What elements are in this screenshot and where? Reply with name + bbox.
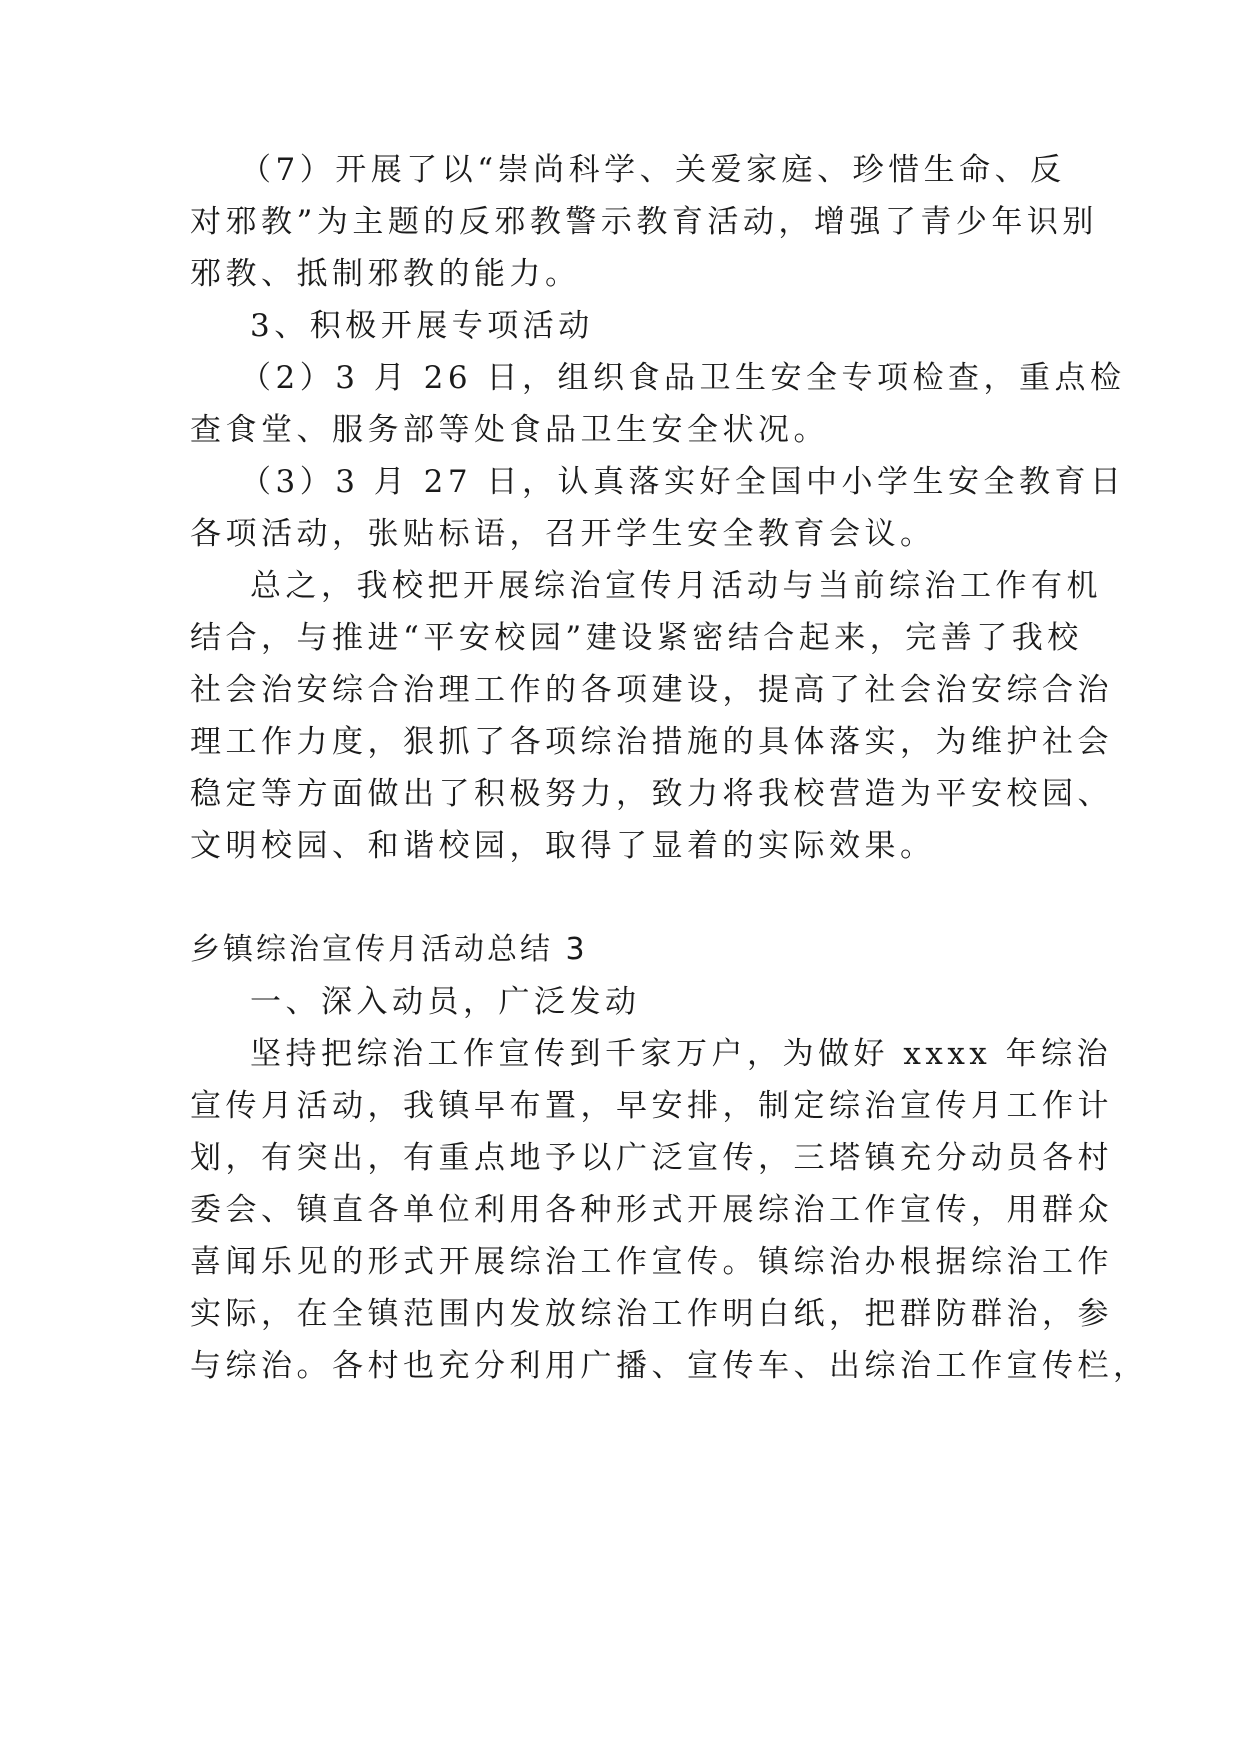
paragraph-line: 文明校园、和谐校园，取得了显着的实际效果。 <box>190 828 936 864</box>
paragraph-line: 与综治。各村也充分利用广播、宣传车、出综治工作宣传栏， <box>190 1348 1149 1384</box>
subheading-line: 3、积极开展专项活动 <box>250 308 594 344</box>
paragraph-line: （3）3 月 27 日，认真落实好全国中小学生安全教育日 <box>240 464 1126 500</box>
paragraph-line: 理工作力度，狠抓了各项综治措施的具体落实，为维护社会 <box>190 724 1113 760</box>
paragraph-line: 喜闻乐见的形式开展综治工作宣传。镇综治办根据综治工作 <box>190 1244 1113 1280</box>
paragraph-line: 总之，我校把开展综治宣传月活动与当前综治工作有机 <box>250 568 1102 604</box>
paragraph-line: 稳定等方面做出了积极努力，致力将我校营造为平安校园、 <box>190 776 1113 812</box>
paragraph-line: 实际，在全镇范围内发放综治工作明白纸，把群防群治，参 <box>190 1296 1113 1332</box>
paragraph-line: 对邪教”为主题的反邪教警示教育活动，增强了青少年识别 <box>190 204 1098 240</box>
paragraph-line: 坚持把综治工作宣传到千家万户，为做好 xxxx 年综治 <box>250 1036 1113 1072</box>
paragraph-line: 宣传月活动，我镇早布置，早安排，制定综治宣传月工作计 <box>190 1088 1113 1124</box>
section-title: 乡镇综治宣传月活动总结 3 <box>190 932 588 967</box>
paragraph-line: （2）3 月 26 日，组织食品卫生安全专项检查，重点检 <box>240 360 1126 396</box>
paragraph-line: 社会治安综合治理工作的各项建设，提高了社会治安综合治 <box>190 672 1113 708</box>
paragraph-line: 查食堂、服务部等处食品卫生安全状况。 <box>190 412 829 448</box>
paragraph-line: 划，有突出，有重点地予以广泛宣传，三塔镇充分动员各村 <box>190 1140 1113 1176</box>
paragraph-line: 委会、镇直各单位利用各种形式开展综治工作宣传，用群众 <box>190 1192 1113 1228</box>
paragraph-line: 结合，与推进“平安校园”建设紧密结合起来，完善了我校 <box>190 620 1083 656</box>
paragraph-line: 各项活动，张贴标语，召开学生安全教育会议。 <box>190 516 936 552</box>
subheading-line: 一、深入动员，广泛发动 <box>250 984 641 1020</box>
paragraph-line: （7）开展了以“崇尚科学、关爱家庭、珍惜生命、反 <box>240 152 1066 188</box>
paragraph-line: 邪教、抵制邪教的能力。 <box>190 256 581 292</box>
